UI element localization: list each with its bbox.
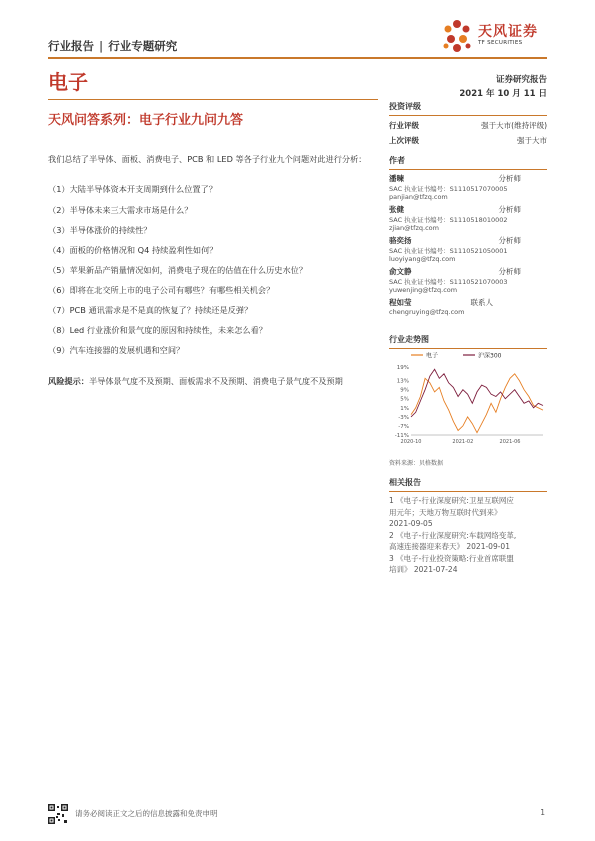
- author-email: chengruying@tfzq.com: [389, 308, 465, 316]
- y-tick-label: 19%: [396, 365, 409, 371]
- y-tick-label: 9%: [400, 387, 409, 394]
- x-tick-label: 2021-06: [499, 439, 521, 445]
- rating-section: [389, 101, 547, 146]
- y-tick-label: -11%: [394, 433, 409, 439]
- rating-divider: [389, 115, 547, 116]
- question-item-5: （5）苹果新品产销量情况如何，消费电子现在的估值在什么历史水位？: [48, 265, 308, 275]
- author-email: luoyiyang@tfzq.com: [389, 255, 456, 263]
- rating-heading: 投资评级: [389, 102, 421, 111]
- author-role: 联系人: [470, 298, 493, 307]
- authors-section: [389, 155, 547, 316]
- author-email: panjian@tfzq.com: [389, 193, 448, 201]
- author-cert: SAC 执业证书编号：S1110517070005: [389, 185, 508, 193]
- logo-text-cn: 天风证券: [478, 24, 538, 40]
- authors-divider: [389, 169, 547, 170]
- header-divider: [48, 57, 547, 59]
- logo-mark-icon: [440, 16, 474, 54]
- author-cert: SAC 执业证书编号：S1110518010002: [389, 216, 508, 224]
- author-entry: [389, 173, 547, 201]
- question-item-3: （3）半导体涨价的持续性？: [48, 225, 152, 235]
- x-tick-label: 2020-10: [400, 439, 422, 445]
- author-entry: [389, 235, 547, 263]
- author-name: 俞文静: [389, 267, 412, 276]
- authors-heading: 作者: [389, 156, 405, 165]
- risk-label: 风险提示：: [48, 376, 89, 386]
- question-item-6: （6）即将在北交所上市的电子公司有哪些？有哪些相关机会？: [48, 285, 275, 295]
- related-divider: [389, 491, 547, 492]
- rating-row: [389, 120, 547, 131]
- related-heading: 相关报告: [389, 478, 421, 487]
- rating-row: [389, 135, 547, 146]
- related-report-line: 1 《电子-行业深度研究:卫星互联网应: [389, 496, 514, 505]
- related-section: [389, 477, 547, 576]
- question-item-2: （2）半导体未来三大需求市场是什么？: [48, 205, 193, 215]
- author-role: 分析师: [498, 236, 521, 245]
- author-role: 分析师: [498, 267, 521, 276]
- header-category: 行业报告: [48, 39, 94, 53]
- company-logo: [440, 16, 550, 54]
- trend-chart: [389, 349, 547, 449]
- author-email: yuwenjing@tfzq.com: [389, 286, 458, 294]
- related-report-line: 高速连接器迎来春天》 2021-09-01: [389, 542, 510, 551]
- question-item-4: （4）面板的价格情况和 Q4 持续盈利性如何？: [48, 245, 218, 255]
- author-name: 程如莹: [389, 298, 412, 307]
- author-entry: [389, 297, 547, 316]
- author-email: zjian@tfzq.com: [389, 224, 439, 232]
- related-report-item[interactable]: [389, 495, 547, 530]
- y-tick-label: -3%: [398, 414, 409, 421]
- trend-chart-svg: [389, 349, 547, 449]
- series-line: [411, 369, 543, 417]
- author-cert: SAC 执业证书编号：S1110521070003: [389, 278, 508, 286]
- author-role: 分析师: [498, 205, 521, 214]
- author-name: 潘暕: [389, 174, 404, 183]
- footer-disclaimer: 请务必阅读正文之后的信息披露和免责申明: [75, 809, 218, 818]
- sector-name: 电子: [48, 70, 88, 94]
- author-cert: SAC 执业证书编号：S1110521050001: [389, 247, 508, 255]
- author-entry: [389, 266, 547, 294]
- legend-label: 电子: [426, 352, 439, 360]
- y-tick-label: 1%: [400, 405, 409, 412]
- page-number: 1: [540, 808, 545, 817]
- header-breadcrumb: [48, 38, 177, 54]
- title-divider: [48, 99, 378, 100]
- author-name: 张健: [389, 205, 404, 214]
- related-report-date: 2021-09-05: [389, 519, 433, 528]
- question-item-9: （9）汽车连接器的发展机遇和空间？: [48, 345, 185, 355]
- rating-value: 强于大市(维持评级): [481, 121, 547, 130]
- x-tick-label: 2021-02: [452, 439, 474, 445]
- rating-key: 行业评级: [389, 121, 419, 130]
- question-item-1: （1）大陆半导体资本开支周期到什么位置了？: [48, 184, 217, 194]
- legend-label: 沪深300: [478, 352, 502, 360]
- question-item-7: （7）PCB 通讯需求是不是真的恢复了？持续还是反弹？: [48, 305, 253, 315]
- author-role: 分析师: [498, 174, 521, 183]
- trend-section: [389, 334, 547, 349]
- related-report-line: 培训》 2021-07-24: [389, 565, 458, 574]
- question-item-8: （8）Led 行业涨价和景气度的原因和持续性，未来怎么看？: [48, 325, 267, 335]
- author-name: 骆奕扬: [389, 236, 412, 245]
- related-report-line: 2 《电子-行业深度研究:车载网络变革,: [389, 530, 517, 540]
- y-tick-label: -7%: [398, 423, 409, 430]
- author-entry: [389, 204, 547, 232]
- intro-paragraph: 我们总结了半导体、面板、消费电子、PCB 和 LED 等各子行业九个问题对此进行分析：: [48, 154, 367, 164]
- report-type: 证券研究报告: [495, 75, 547, 85]
- header-subcategory: 行业专题研究: [108, 39, 178, 53]
- rating-key: 上次评级: [389, 136, 419, 145]
- related-report-line: 3 《电子-行业投资策略:行业首席联盟: [389, 553, 514, 563]
- rating-value: 强于大市: [517, 136, 547, 145]
- trend-heading: 行业走势图: [389, 335, 429, 344]
- y-tick-label: 5%: [400, 396, 409, 403]
- y-tick-label: 13%: [396, 378, 409, 385]
- series-line: [411, 374, 543, 433]
- report-title: 天风问答系列：电子行业九问九答: [48, 113, 244, 128]
- chart-source: 资料来源：贝格数据: [389, 460, 444, 467]
- header-separator: |: [99, 39, 104, 53]
- qr-code-icon: [48, 804, 68, 824]
- report-date: 2021 年 10 月 11 日: [459, 89, 547, 99]
- logo-text-en: TF SECURITIES: [478, 40, 523, 46]
- related-report-item[interactable]: [389, 530, 547, 553]
- related-report-line: 用元年；天地万物互联时代到来》: [389, 507, 502, 517]
- related-report-item[interactable]: [389, 553, 547, 576]
- risk-warning: [48, 375, 378, 388]
- risk-text: 半导体景气度不及预期、面板需求不及预期、消费电子景气度不及预期: [88, 376, 343, 386]
